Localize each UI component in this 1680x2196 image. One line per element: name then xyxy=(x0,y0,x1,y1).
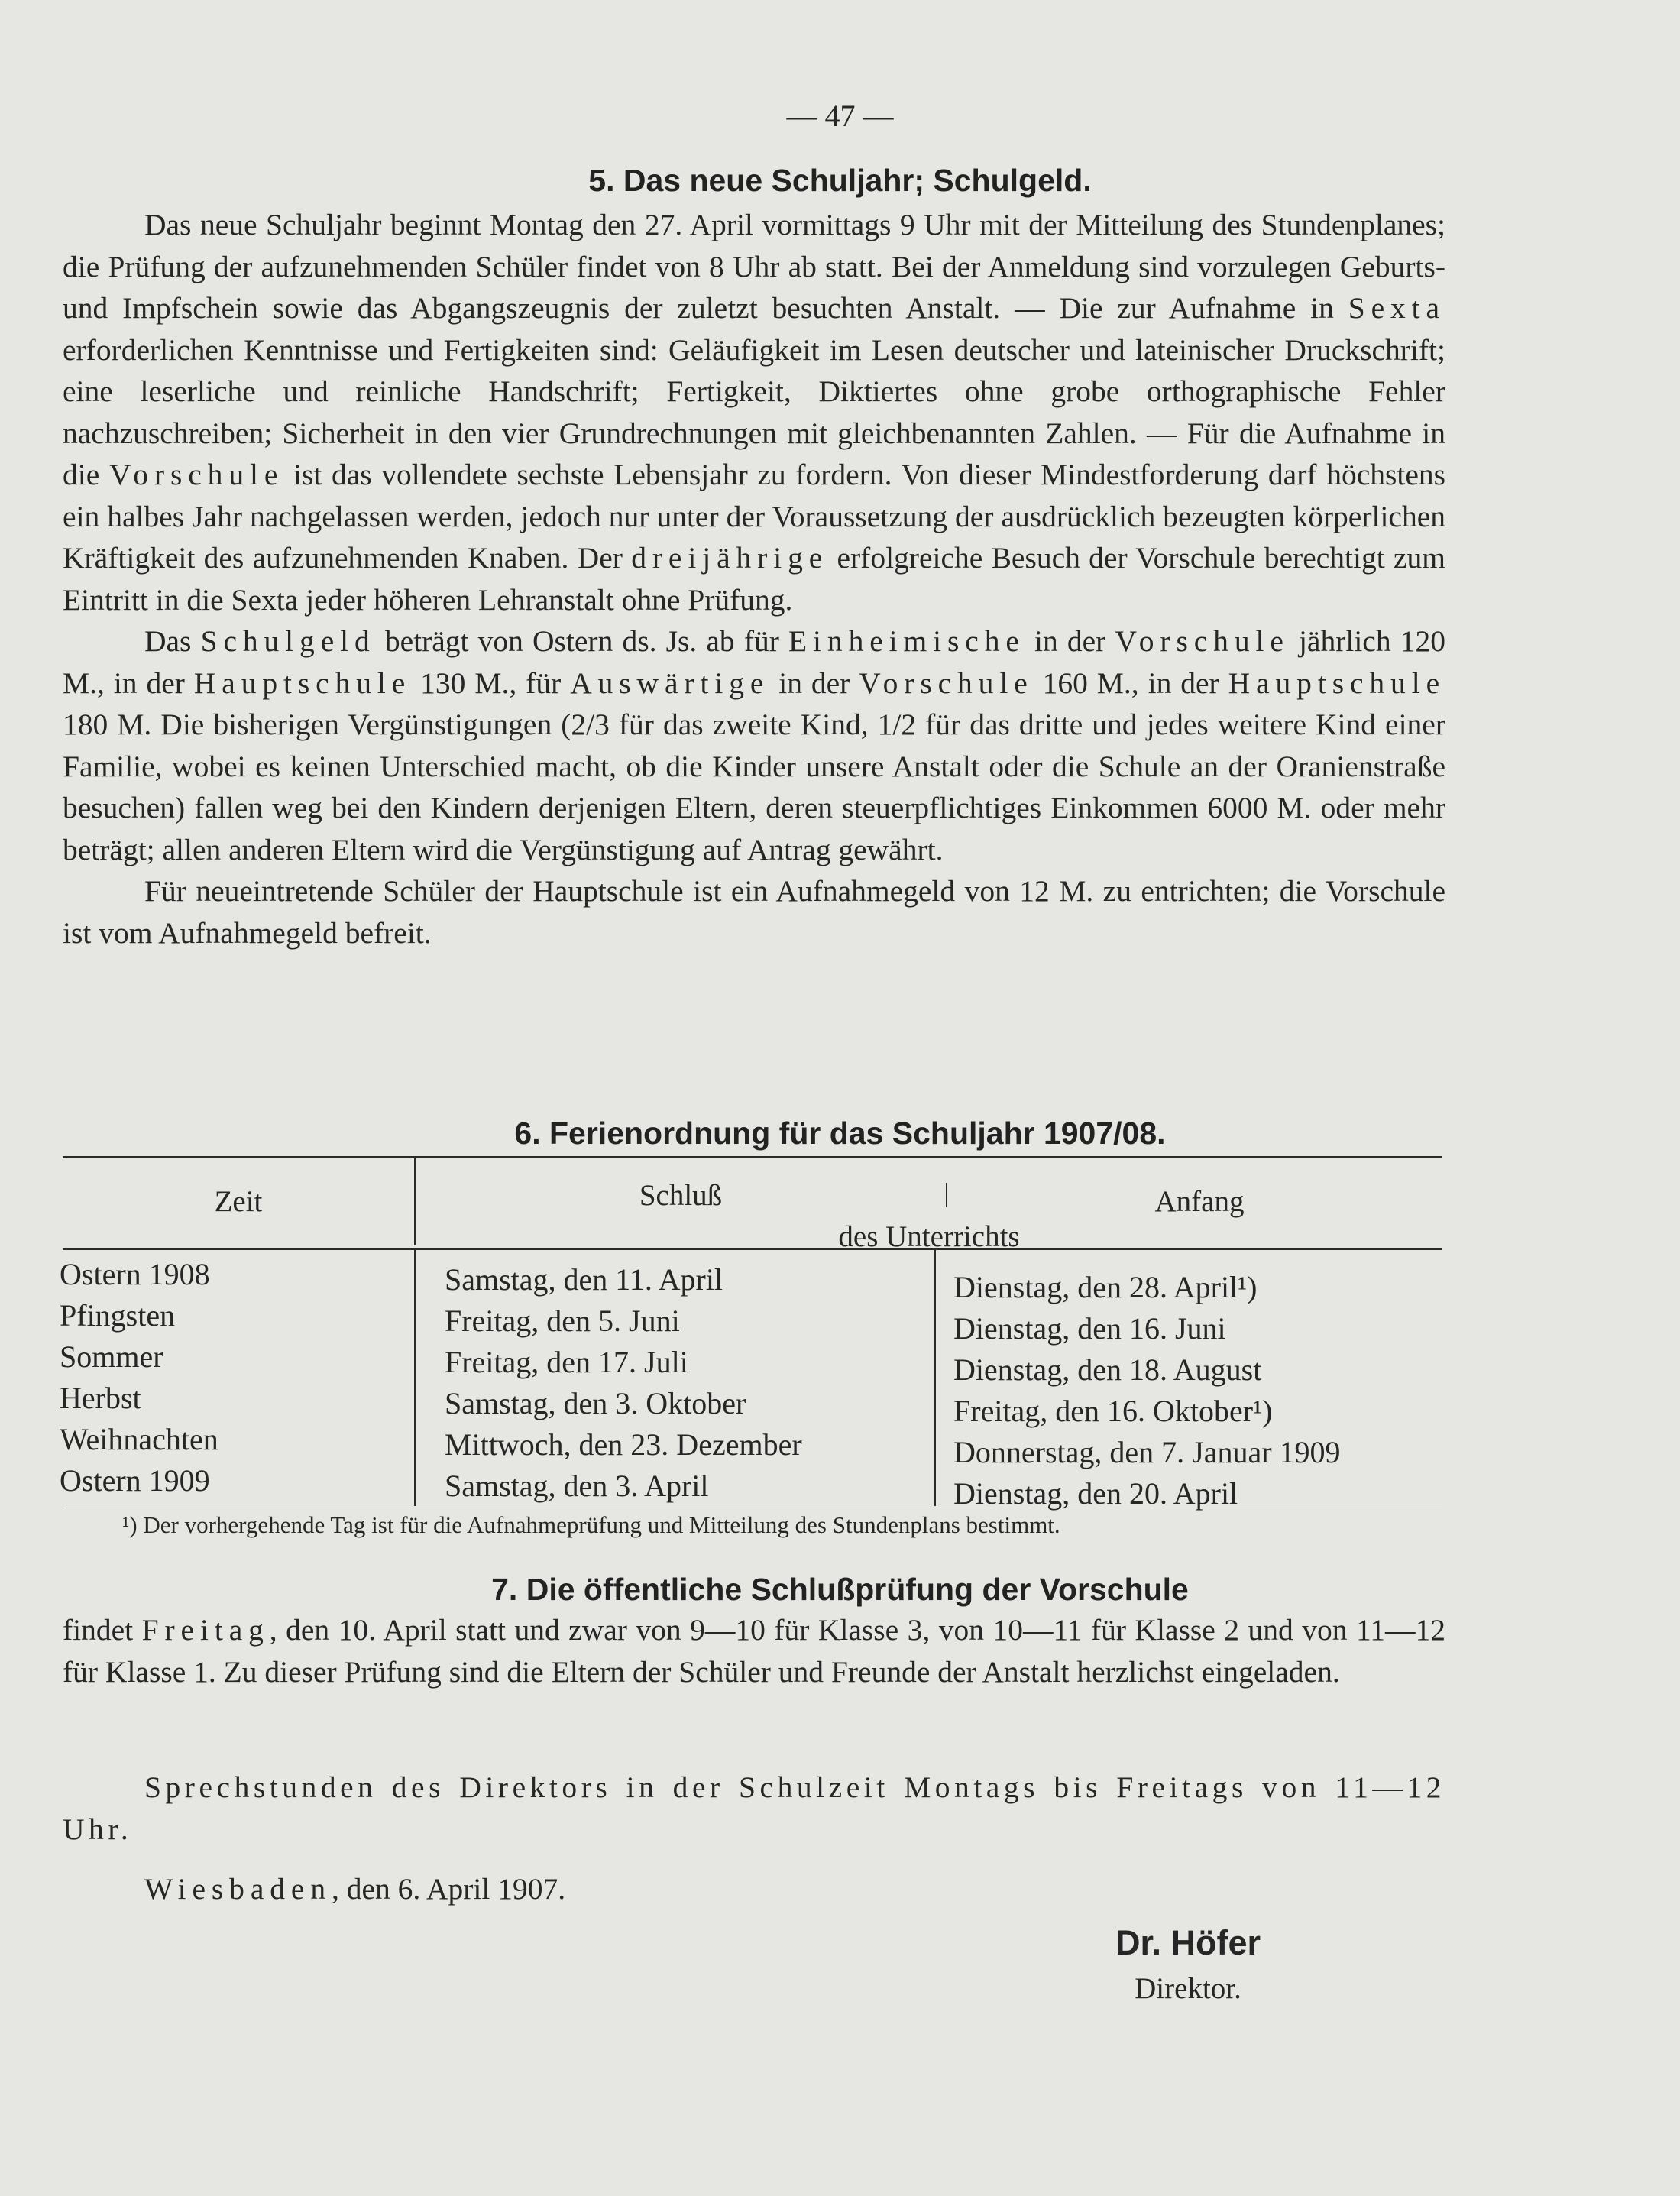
row-anfang: Dienstag, den 16. Juni xyxy=(953,1311,1226,1346)
section-7-body xyxy=(63,1609,1445,1692)
row-zeit: Pfingsten xyxy=(60,1298,176,1333)
section-5-body xyxy=(63,204,1445,954)
row-zeit: Herbst xyxy=(60,1381,141,1415)
place: Wiesbaden xyxy=(144,1872,332,1906)
page-number: — 47 — xyxy=(786,99,894,133)
paragraph-admission: Das neue Schuljahr beginnt Montag den 27. April vormittags 9 Uhr mit der Mitteilung des Stundenplanes; die Prüfung der aufzunehmenden Schüler findet von 8 Uhr ab statt. Bei der Anmeldung sind vorzulegen Geburts- und Impfschein sowie das Abgangszeugnis der zuletzt besuchten Anstalt. — Die zur Aufnahme in Sexta erforderlichen Kenntnisse und Fertigkeiten sind: Geläufigkeit im Lesen deutscher und lateinischer Druckschrift; eine leserliche und reinliche Handschrift; Fertigkeit, Diktiertes ohne grobe orthographische Fehler nachzuschreiben; Sicherheit in den vier Grundrechnungen mit gleichbenannten Zahlen. — Für die Aufnahme in die Vorschule ist das vollendete sechste Lebensjahr zu fordern. Von dieser Mindestforderung darf höchstens ein halbes Jahr nachgelassen werden, jedoch nur unter der Voraussetzung der ausdrücklich bezeugten körperlichen Kräftigkeit des aufzunehmenden Knaben. Der dreijährige erfolgreiche Besuch der Vorschule berechtigt zum Eintritt in die Sexta jeder höheren Lehranstalt ohne Prüfung. xyxy=(63,208,1445,617)
row-anfang: Dienstag, den 18. August xyxy=(953,1352,1262,1387)
section-6-heading: 6. Ferienordnung für das Schuljahr 1907/08. xyxy=(514,1116,1166,1151)
header-zeit: Zeit xyxy=(214,1185,263,1218)
column-divider-right xyxy=(934,1250,936,1506)
row-anfang: Dienstag, den 20. April xyxy=(953,1476,1238,1511)
place-date xyxy=(63,1868,1445,1910)
column-divider-left xyxy=(414,1250,416,1506)
row-schluss: Samstag, den 3. April xyxy=(445,1469,709,1503)
header-des-unterrichts: des Unterrichts xyxy=(838,1220,1020,1253)
signature-title: Direktor. xyxy=(1135,1972,1241,2005)
row-anfang: Donnerstag, den 7. Januar 1909 xyxy=(953,1435,1341,1469)
row-schluss: Freitag, den 5. Juni xyxy=(445,1304,680,1338)
office-hours-block xyxy=(63,1767,1445,1850)
office-hours: Sprechstunden des Direktors in der Schulzeit Montags bis Freitags von 11—12 Uhr. xyxy=(63,1770,1445,1846)
row-anfang: Freitag, den 16. Oktober¹) xyxy=(953,1394,1273,1428)
section-5-heading: 5. Das neue Schuljahr; Schulgeld. xyxy=(588,163,1092,198)
header-anfang: Anfang xyxy=(1154,1185,1245,1218)
section-7-heading: 7. Die öffentliche Schlußprüfung der Vorschule xyxy=(491,1572,1189,1607)
row-zeit: Sommer xyxy=(60,1339,163,1374)
row-zeit: Ostern 1909 xyxy=(60,1463,210,1498)
table-footnote: ¹) Der vorhergehende Tag ist für die Aufnahmeprüfung und Mitteilung des Stundenplans bestimmt. xyxy=(122,1511,1060,1538)
row-schluss: Freitag, den 17. Juli xyxy=(445,1345,688,1379)
paragraph-final-exam: findet Freitag, den 10. April statt und zwar von 9—10 für Klasse 3, von 10—11 für Klasse 2 und von 11—12 für Klasse 1. Zu dieser Prüfung sind die Eltern der Schüler und Freunde der Anstalt herzlichst eingeladen. xyxy=(63,1613,1445,1689)
table-top-rule xyxy=(63,1156,1442,1158)
header-schluss: Schluß xyxy=(639,1179,723,1212)
place-date-block xyxy=(63,1868,1445,1910)
signature-name: Dr. Höfer xyxy=(1115,1923,1261,1962)
row-schluss: Mittwoch, den 23. Dezember xyxy=(445,1427,802,1462)
date: , den 6. April 1907. xyxy=(332,1872,566,1906)
row-schluss: Samstag, den 3. Oktober xyxy=(445,1386,746,1420)
row-zeit: Weihnachten xyxy=(60,1422,218,1456)
paragraph-admission-fee: Für neueintretende Schüler der Hauptschule ist ein Aufnahmegeld von 12 M. zu entrichten; die Vorschule ist vom Aufnahmegeld befreit. xyxy=(63,874,1445,950)
row-anfang: Dienstag, den 28. April¹) xyxy=(953,1270,1258,1304)
paragraph-school-fees: Das Schulgeld beträgt von Ostern ds. Js. ab für Einheimische in der Vorschule jährlich 120 M., in der Hauptschule 130 M., für Auswärtige in der Vorschule 160 M., in der Hauptschule 180 M. Die bisherigen Vergünstigungen (2/3 für das zweite Kind, 1/2 für das dritte und jedes weitere Kind einer Familie, wobei es keinen Unterschied macht, ob die Kinder unsere Anstalt oder die Schule an der Oranienstraße besuchen) fallen weg bei den Kindern derjenigen Eltern, deren steuerpflichtiges Einkommen 6000 M. oder mehr beträgt; allen anderen Eltern wird die Vergünstigung auf Antrag gewährt. xyxy=(63,624,1445,866)
row-zeit: Ostern 1908 xyxy=(60,1257,210,1291)
row-schluss: Samstag, den 11. April xyxy=(445,1262,723,1297)
